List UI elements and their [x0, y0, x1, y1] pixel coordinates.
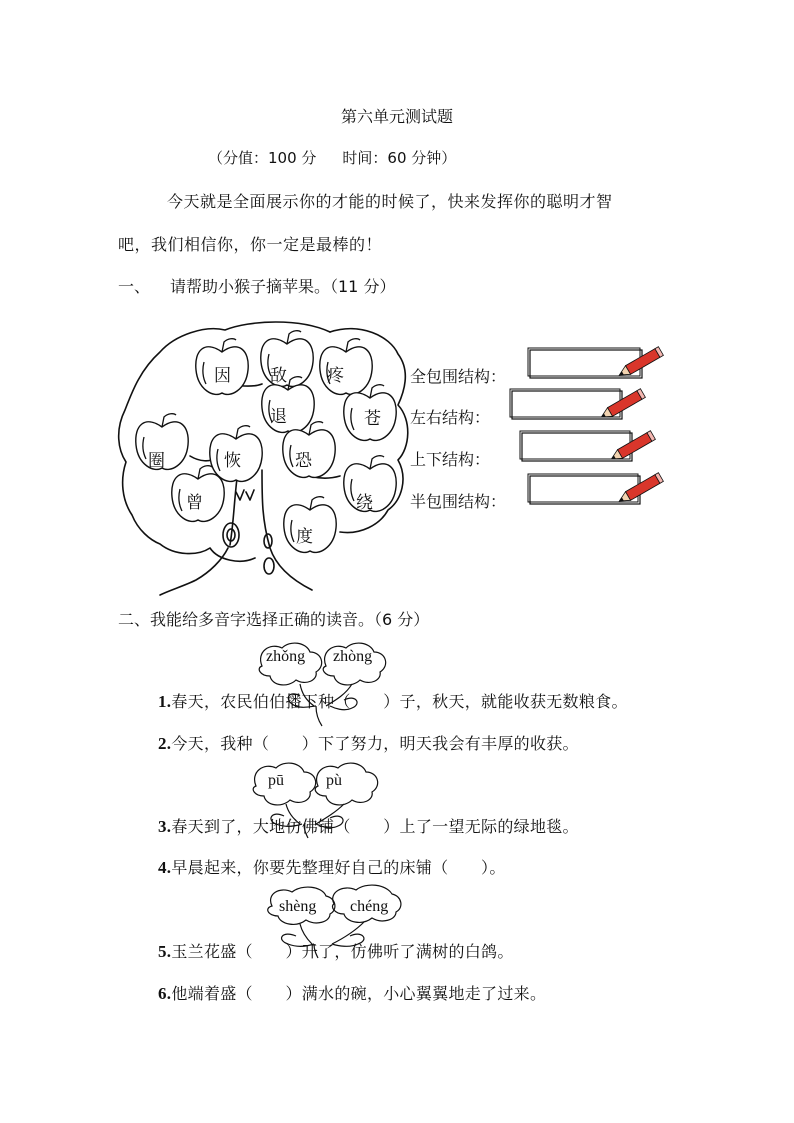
pinyin-option[interactable]: zhǒng: [266, 648, 306, 665]
apple-char-9[interactable]: 曾: [186, 493, 203, 513]
question-3: 3.春天到了，大地仿佛铺（ ）上了一望无际的绿地毯。: [158, 817, 579, 836]
answer-input-half-enclosure[interactable]: [528, 474, 638, 502]
pinyin-option[interactable]: zhòng: [333, 648, 373, 665]
answer-input-left-right[interactable]: [510, 389, 620, 417]
answer-input-full-enclosure[interactable]: [528, 348, 640, 376]
section-2-heading: 二、我能给多音字选择正确的读音。（6 分）: [118, 610, 430, 629]
question-6: 6.他端着盛（ ）满水的碗，小心翼翼地走了过来。: [158, 984, 547, 1003]
structure-label-full-enclosure: 全包围结构：: [410, 367, 507, 386]
question-4: 4.早晨起来，你要先整理好自己的床铺（ ）。: [158, 858, 506, 877]
section-1-text: 请帮助小猴子摘苹果。（11 分）: [170, 277, 396, 296]
question-1: 1.春天，农民伯伯播下种（ ）子，秋天，就能收获无数粮食。: [158, 692, 628, 711]
apple-char-5[interactable]: 苍: [364, 409, 381, 429]
apple-char-8[interactable]: 恐: [295, 451, 312, 471]
apple-char-3[interactable]: 疼: [327, 366, 344, 386]
apple-char-6[interactable]: 圈: [148, 451, 165, 471]
apple-char-11[interactable]: 度: [296, 527, 313, 547]
total-score: （分值：100 分: [208, 149, 317, 167]
question-5: 5.玉兰花盛（ ）开了，仿佛听了满树的白鸽。: [158, 942, 514, 961]
structure-label-left-right: 左右结构：: [410, 408, 491, 427]
apple-char-4[interactable]: 退: [270, 407, 287, 427]
structure-label-top-bottom: 上下结构：: [410, 450, 491, 469]
answer-input-top-bottom[interactable]: [520, 431, 630, 459]
time-limit: 时间：60 分钟）: [342, 149, 457, 167]
intro-line-2: 吧，我们相信你，你一定是最棒的！: [118, 235, 383, 254]
pinyin-option[interactable]: pù: [326, 772, 342, 789]
pinyin-option[interactable]: pū: [268, 772, 284, 789]
pinyin-option[interactable]: chéng: [350, 898, 389, 915]
apple-char-2[interactable]: 敌: [270, 366, 287, 386]
structure-label-half-enclosure: 半包围结构：: [410, 492, 507, 511]
intro-line-1: 今天就是全面展示你的才能的时候了，快来发挥你的聪明才智: [167, 192, 613, 211]
apple-char-7[interactable]: 恢: [224, 451, 241, 471]
apple-char-1[interactable]: 因: [214, 366, 231, 386]
pinyin-option[interactable]: shèng: [279, 898, 317, 915]
question-2: 2.今天，我种（ ）下了努力，明天我会有丰厚的收获。: [158, 734, 579, 753]
section-1-number: 一、: [118, 277, 151, 296]
apples: [136, 339, 396, 553]
page-title: 第六单元测试题: [340, 107, 453, 126]
apple-char-10[interactable]: 绕: [356, 493, 373, 513]
